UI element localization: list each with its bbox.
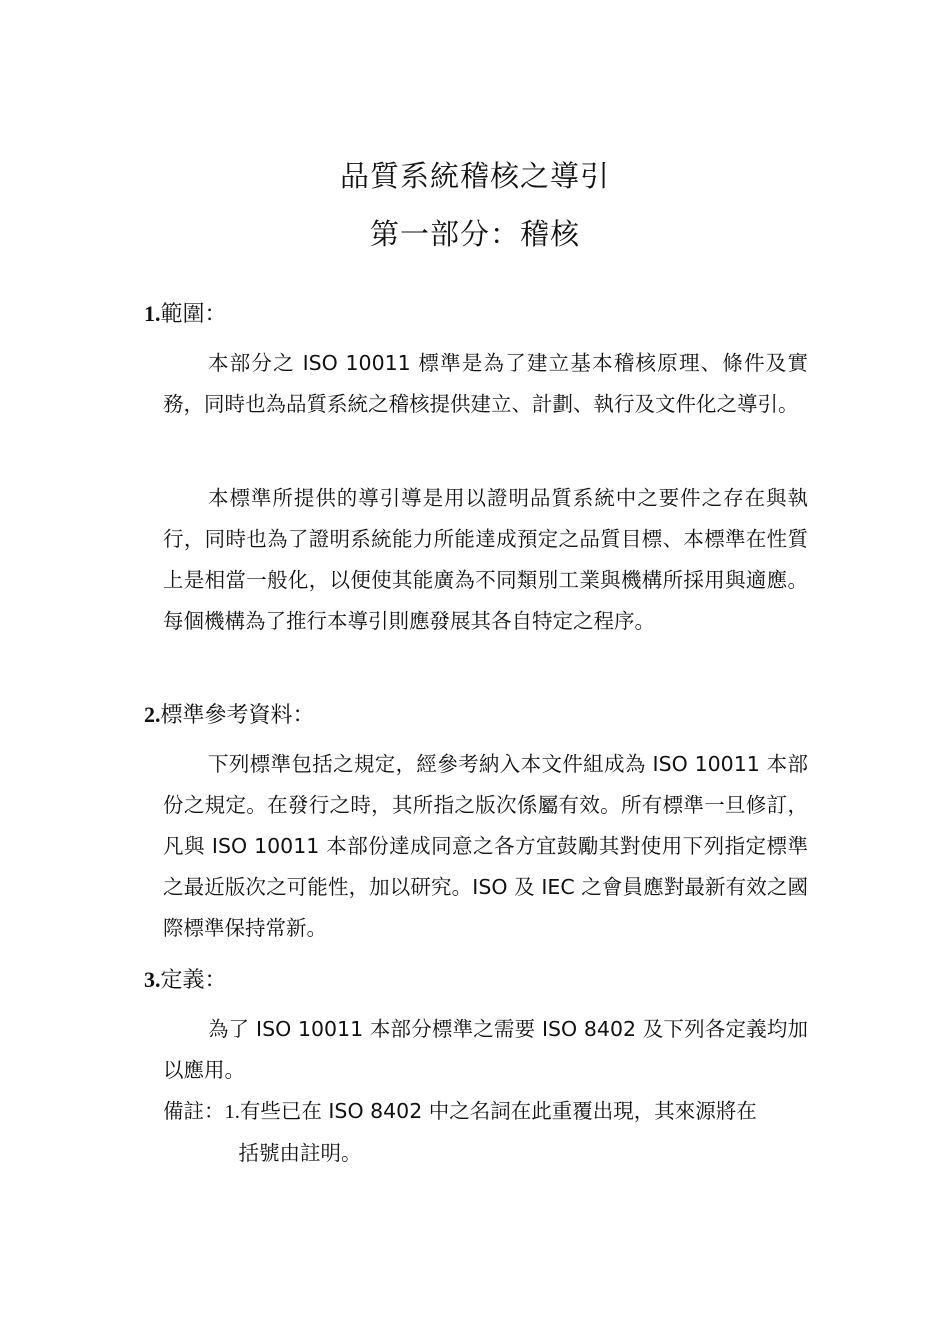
section-2-title: 標準參考資料： (160, 703, 315, 728)
section-3-paragraph-1: 為了 ISO 10011 本部分標準之需要 ISO 8402 及下列各定義均加以應用。 (163, 1017, 808, 1082)
section-1-number: 1. (144, 301, 161, 326)
section-1-paragraph-1: 本部分之 ISO 10011 標準是為了建立基本稽核原理、條件及實務，同時也為品質系統之稽核提供建立、計劃、執行及文件化之導引。 (163, 351, 808, 416)
section-3-title: 定義： (160, 968, 227, 993)
section-3-number: 3. (144, 967, 161, 992)
section-1-title: 範圍： (160, 302, 227, 327)
note-line-2: 括號由註明。 (238, 1141, 362, 1165)
section-1-heading (144, 297, 227, 328)
section-1-paragraph-2: 本標準所提供的導引導是用以證明品質系統中之要件之存在與執行，同時也為了證明系統能力所能達成預定之品質目標、本標準在性質上是相當一般化，以便使其能廣為不同類別工業與機構所採用與適應。每個機構為了推行本導引則應發展其各自特定之程序。 (163, 486, 808, 633)
document-title: 品質系統稽核之導引 (339, 159, 610, 193)
note-item-number: 1. (224, 1101, 240, 1123)
note-text (225, 1091, 809, 1174)
section-3-heading (144, 963, 227, 994)
section-2-number: 2. (144, 702, 161, 727)
document-subtitle: 第一部分：稽核 (369, 217, 580, 251)
note-line-1: 有些已在 ISO 8402 中之名詞在此重覆出現，其來源將在 (239, 1099, 757, 1123)
note-label: 備註： (163, 1099, 225, 1123)
section-3-note (163, 1091, 808, 1174)
section-2-heading (144, 698, 315, 729)
section-2-paragraph-1: 下列標準包括之規定，經參考納入本文件組成為 ISO 10011 本部份之規定。在發行之時，其所指之版次係屬有效。所有標準一旦修訂，凡與 ISO 10011 本部份達成同意之各方宜鼓勵其對使用下列指定標準之最近版次之可能性，加以研究。ISO 及 IEC 之會員應對最新有效之國際標準保持常新。 (163, 752, 808, 940)
